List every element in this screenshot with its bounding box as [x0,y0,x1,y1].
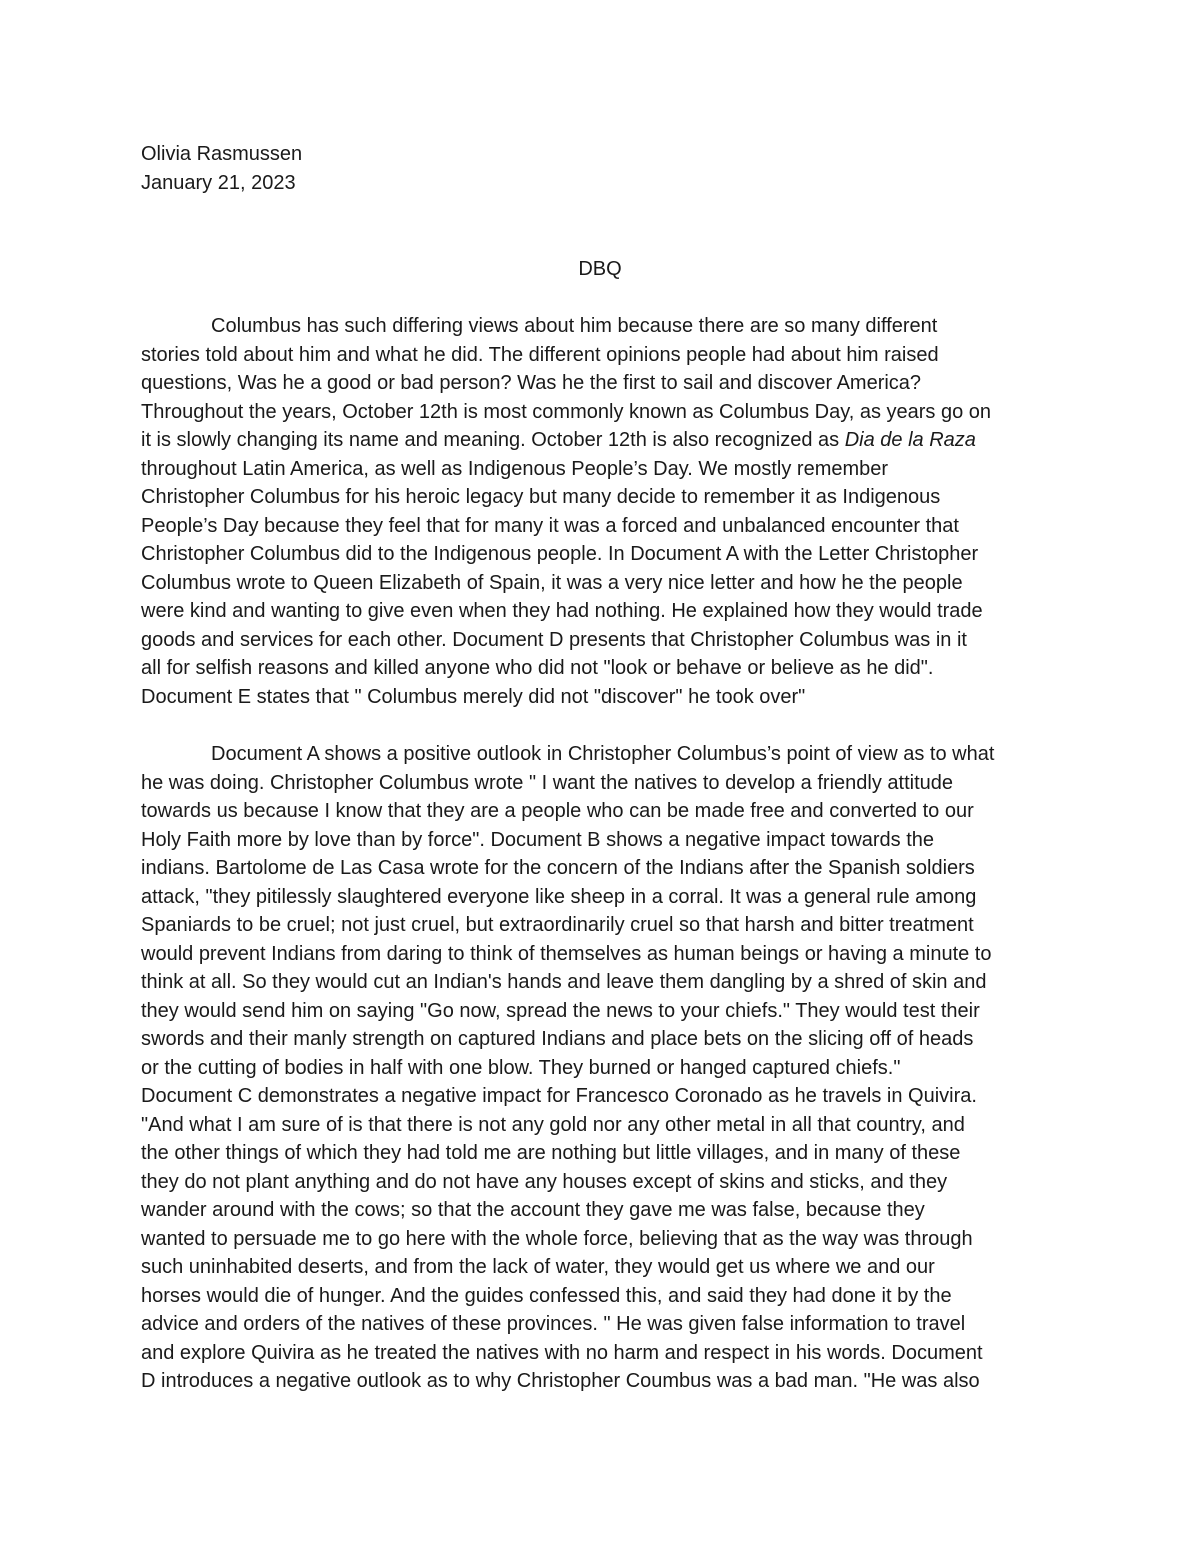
line-text: it is slowly changing its name and meaning. October 12th is also recognized as [141,429,845,451]
paragraph-line: or the cutting of bodies in half with one blow. They burned or hanged captured chiefs." [141,1056,901,1079]
paragraph-line: all for selfish reasons and killed anyone who did not "look or behave or believe as he did". [141,657,934,679]
paragraph-line: People’s Day because they feel that for many it was a forced and unbalanced encounter that [141,514,959,537]
paragraph-line: they would send him on saying "Go now, spread the news to your chiefs." They would test their [141,999,980,1022]
paragraph-line: such uninhabited deserts, and from the lack of water, they would get us where we and our [141,1256,935,1278]
paragraph-line: goods and services for each other. Document D presents that Christopher Columbus was in it [141,628,967,651]
paragraph-line: Columbus has such differing views about him because there are so many different [211,315,938,337]
paragraph-line: Document C demonstrates a negative impact for Francesco Coronado as he travels in Quivira. [141,1085,977,1107]
paragraph-line: Spaniards to be cruel; not just cruel, but extraordinarily cruel so that harsh and bitter treatment [141,914,974,936]
paragraph-line: he was doing. Christopher Columbus wrote " I want the natives to develop a friendly attitude [141,771,953,794]
paragraph-line: Christopher Columbus for his heroic legacy but many decide to remember it as Indigenous [141,486,941,508]
paragraph-line: horses would die of hunger. And the guides confessed this, and said they had done it by the [141,1284,952,1307]
paragraph-line: Throughout the years, October 12th is most commonly known as Columbus Day, as years go on [141,400,992,423]
paragraph-line [141,426,1071,455]
paragraph-1 [141,312,1071,711]
paragraph-2 [141,740,1071,1396]
paragraph-line: Columbus wrote to Queen Elizabeth of Spain, it was a very nice letter and how he the people [141,571,963,594]
paragraph-line: Document E states that " Columbus merely did not "discover" he took over" [141,685,806,708]
paragraph-line: stories told about him and what he did. The different opinions people had about him raised [141,343,939,366]
paragraph-line: indians. Bartolome de Las Casa wrote for the concern of the Indians after the Spanish soldiers [141,857,975,879]
paragraph-line: Document A shows a positive outlook in Christopher Columbus’s point of view as to what [211,743,995,765]
paragraph-line: would prevent Indians from daring to think of themselves as human beings or having a minute to [141,942,992,965]
paragraph-line: Holy Faith more by love than by force". Document B shows a negative impact towards the [141,828,935,851]
paragraph-line: Christopher Columbus did to the Indigenous people. In Document A with the Letter Christopher [141,543,979,565]
paragraph-line: were kind and wanting to give even when they had nothing. He explained how they would trade [141,600,983,622]
document-date: January 21, 2023 [141,172,296,194]
paragraph-line: and explore Quivira as he treated the natives with no harm and respect in his words. Document [141,1341,983,1364]
document-header [141,140,302,198]
paragraph-line: wanted to persuade me to go here with the whole force, believing that as the way was through [141,1227,973,1250]
paragraph-line: D introduces a negative outlook as to why Christopher Coumbus was a bad man. "He was also [141,1370,980,1392]
paragraph-line: questions, Was he a good or bad person? Was he the first to sail and discover America? [141,372,922,394]
paragraph-line: "And what I am sure of is that there is not any gold nor any other metal in all that country, and [141,1113,965,1136]
paragraph-line: wander around with the cows; so that the account they gave me was false, because they [141,1199,925,1221]
paragraph-line: swords and their manly strength on captured Indians and place bets on the slicing off of heads [141,1028,974,1050]
paragraph-line: throughout Latin America, as well as Indigenous People’s Day. We mostly remember [141,457,889,480]
paragraph-line: attack, "they pitilessly slaughtered everyone like sheep in a corral. It was a general rule among [141,885,977,908]
italic-term: Dia de la Raza [844,429,976,451]
paragraph-line: towards us because I know that they are a people who can be made free and converted to our [141,800,974,822]
paragraph-line: the other things of which they had told me are nothing but little villages, and in many of these [141,1142,961,1164]
paragraph-line: they do not plant anything and do not have any houses except of skins and sticks, and they [141,1170,948,1193]
paragraph-line: advice and orders of the natives of these provinces. " He was given false information to travel [141,1313,966,1335]
paragraph-line: think at all. So they would cut an Indian's hands and leave them dangling by a shred of skin and [141,971,987,993]
document-title: DBQ [578,258,622,280]
author-name: Olivia Rasmussen [141,143,303,165]
